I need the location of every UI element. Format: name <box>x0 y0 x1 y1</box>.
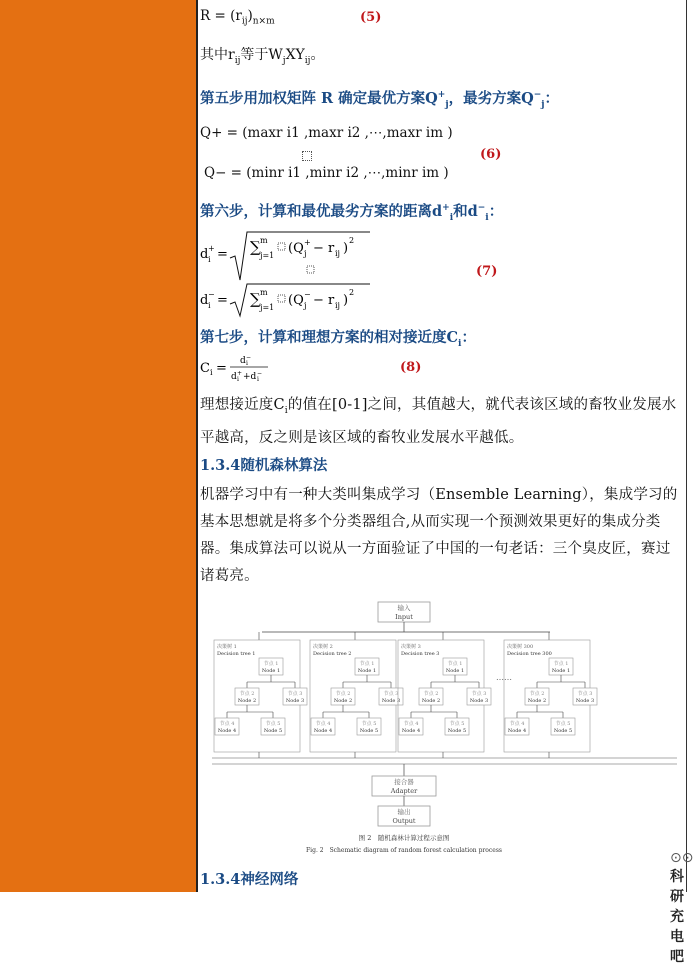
step5-end: ： <box>544 90 560 107</box>
tree-label-cn: 决策树 2 <box>313 644 333 650</box>
svg-text:j=1: j=1 <box>260 251 275 260</box>
sidebar-divider <box>196 0 198 892</box>
tree-label-en: Decision tree 3 <box>401 651 440 657</box>
svg-text:): ) <box>343 241 349 256</box>
node-label-en: Node 2 <box>333 698 353 704</box>
svg-text:∑: ∑ <box>250 290 261 308</box>
where-sub2: j <box>282 55 286 66</box>
node-label-en: Node 3 <box>285 698 305 704</box>
tree-label-en: Decision tree 300 <box>507 651 552 657</box>
equation-8-number: (8) <box>400 360 422 375</box>
node-label-cn: 节点 4 <box>509 721 525 727</box>
svg-text:d: d <box>200 293 209 308</box>
eq5-rhs: (r <box>230 8 242 24</box>
node-label-cn: 节点 5 <box>449 721 465 727</box>
svg-text:−: − <box>246 354 252 361</box>
svg-text:C: C <box>200 361 210 376</box>
equation-7-number: (7) <box>476 264 498 279</box>
svg-text:i: i <box>208 301 211 310</box>
node-label-en: Node 4 <box>401 728 421 734</box>
node-label-en: Node 1 <box>261 668 281 674</box>
equation-5 <box>200 8 275 27</box>
svg-text:−: − <box>257 370 263 377</box>
node-label-en: Node 1 <box>445 668 465 674</box>
step5-text: 第五步用加权矩阵 R 确定最优方案Q <box>200 90 438 107</box>
node-label-en: Node 2 <box>237 698 257 704</box>
node-label-cn: 节点 4 <box>315 721 331 727</box>
node-label-cn: 节点 1 <box>553 661 569 667</box>
figure-caption-en: Fig. 2 Schematic diagram of random forest calculation process <box>306 847 502 854</box>
svg-text:2: 2 <box>349 236 355 245</box>
step6-end: ： <box>488 203 504 220</box>
where-mid2: XY <box>285 47 305 63</box>
svg-text:+: + <box>237 370 243 377</box>
where-line <box>200 44 324 66</box>
input-cn: 输入 <box>397 604 411 612</box>
svg-text:−: − <box>208 290 215 299</box>
equation-6b: Q− = (minr i1 ,minr i2 ,⋯,minr im ) <box>204 165 449 181</box>
svg-text:− r: − r <box>313 293 335 308</box>
svg-text:i: i <box>208 255 211 264</box>
node-label-cn: 节点 5 <box>555 721 571 727</box>
node-label-en: Node 1 <box>551 668 571 674</box>
adapter-cn: 接合器 <box>394 778 414 786</box>
watermark <box>670 850 693 966</box>
node-label-en: Node 3 <box>469 698 489 704</box>
tree-label-cn: 决策树 300 <box>507 644 534 650</box>
node-label-cn: 节点 1 <box>263 661 279 667</box>
node-label-en: Node 3 <box>575 698 595 704</box>
node-label-cn: 节点 2 <box>239 691 255 697</box>
section-heading-random-forest: 1.3.4随机森林算法 <box>200 457 328 474</box>
watermark-text: 科研充电吧 <box>670 869 684 965</box>
svg-text:2: 2 <box>349 288 355 297</box>
svg-text:=: = <box>217 293 228 308</box>
output-en: Output <box>392 817 416 825</box>
paragraph-closeness <box>200 392 684 452</box>
node-label-en: Node 5 <box>359 728 379 734</box>
node-label-cn: 节点 4 <box>219 721 235 727</box>
step6-heading <box>200 200 503 223</box>
node-label-en: Node 4 <box>217 728 237 734</box>
para1-rest: 的值在[0-1]之间，其值越大，就代表该区域的畜牧业发展水平越高，反之则是该区域的畜牧业发展水平越低。 <box>200 397 677 446</box>
step7-end: ： <box>461 329 476 346</box>
svg-text:−: − <box>304 290 311 299</box>
svg-text:m: m <box>260 288 268 297</box>
node-label-en: Node 5 <box>447 728 467 734</box>
step6-sub2: i <box>485 212 489 223</box>
svg-text:(Q: (Q <box>288 241 304 256</box>
equation-7 <box>200 228 400 318</box>
svg-text:d: d <box>240 356 246 366</box>
paragraph-ensemble: 机器学习中有一种大类叫集成学习（Ensemble Learning），集成学习的基本思想就是将多个分类器组合,从而实现一个预测效果更好的集成分类器。集成算法可以说从一方面验证了中国的一句老话：三个臭皮匠，赛过诸葛亮。 <box>200 487 678 584</box>
placeholder-box-icon <box>300 148 314 164</box>
tree-label-cn: 决策树 1 <box>217 644 237 650</box>
tree-label-cn: 决策树 3 <box>401 644 421 650</box>
random-forest-diagram <box>212 600 677 860</box>
node-label-cn: 节点 3 <box>577 691 593 697</box>
node-label-en: Node 2 <box>421 698 441 704</box>
svg-text:m: m <box>260 236 268 245</box>
article-content <box>200 0 693 965</box>
where-sub3: ij <box>304 55 311 66</box>
eq5-sub: ij <box>241 16 248 27</box>
step5-sup1: + <box>437 90 446 101</box>
svg-text:∑: ∑ <box>250 238 261 256</box>
step6-sup1: + <box>442 203 450 214</box>
tree-label-en: Decision tree 1 <box>217 651 256 657</box>
step7-text: 第七步，计算和理想方案的相对接近度C <box>200 329 459 346</box>
node-label-en: Node 3 <box>381 698 401 704</box>
svg-text:+: + <box>304 238 311 247</box>
svg-text:ij: ij <box>335 301 341 310</box>
step7-sub: i <box>458 338 462 349</box>
where-mid: 等于W <box>240 47 283 63</box>
node-label-cn: 节点 3 <box>471 691 487 697</box>
node-label-cn: 节点 2 <box>423 691 439 697</box>
svg-text:=: = <box>217 247 228 262</box>
equation-8 <box>200 352 320 386</box>
svg-text:j: j <box>304 301 307 310</box>
where-pre: 其中r <box>200 47 235 63</box>
svg-text:d: d <box>200 247 209 262</box>
step6-sub1: i <box>449 212 454 223</box>
step5-sub2: j <box>541 99 545 110</box>
left-sidebar <box>0 0 196 892</box>
step5-mid: ，最劣方案Q <box>448 90 534 107</box>
output-cn: 输出 <box>397 808 411 816</box>
svg-text:j: j <box>304 249 307 258</box>
para1-sub: i <box>284 405 288 416</box>
node-label-cn: 节点 1 <box>447 661 463 667</box>
node-label-cn: 节点 5 <box>265 721 281 727</box>
step5-sub1: j <box>445 99 449 110</box>
node-label-cn: 节点 1 <box>359 661 375 667</box>
node-label-cn: 节点 4 <box>403 721 419 727</box>
node-label-en: Node 4 <box>507 728 527 734</box>
node-label-cn: 节点 3 <box>287 691 303 697</box>
step6-mid: 和d <box>453 203 478 220</box>
equation-5-number: (5) <box>360 10 382 25</box>
wechat-icon: ⊙⊙ <box>670 850 693 866</box>
adapter-en: Adapter <box>390 787 418 795</box>
svg-text:d: d <box>231 372 237 382</box>
eq5-sub2: n×m <box>252 16 275 27</box>
svg-text:+d: +d <box>243 372 257 382</box>
equation-6-number: (6) <box>480 147 502 162</box>
section-heading-neural-network: 1.3.4神经网络 <box>200 871 299 888</box>
svg-text:i: i <box>257 376 259 383</box>
input-en: Input <box>395 613 413 621</box>
eq5-lhs: R = <box>200 8 226 24</box>
node-label-en: Node 5 <box>553 728 573 734</box>
right-border <box>686 0 687 892</box>
svg-text:(Q: (Q <box>288 293 304 308</box>
node-label-cn: 节点 2 <box>335 691 351 697</box>
step6-sup2: − <box>477 203 486 214</box>
node-label-en: Node 5 <box>263 728 283 734</box>
node-label-en: Node 1 <box>357 668 377 674</box>
node-label-en: Node 2 <box>527 698 547 704</box>
step7-heading <box>200 326 476 349</box>
node-label-en: Node 4 <box>313 728 333 734</box>
step5-sup2: − <box>533 90 542 101</box>
equation-6a: Q+ = (maxr i1 ,maxr i2 ,⋯,maxr im ) <box>200 125 453 141</box>
svg-text:ij: ij <box>335 249 341 258</box>
node-label-cn: 节点 2 <box>529 691 545 697</box>
svg-text:+: + <box>208 244 215 253</box>
ellipsis: …… <box>496 673 512 682</box>
eq5-tail: ) <box>247 8 253 24</box>
svg-text:): ) <box>343 293 349 308</box>
node-label-cn: 节点 3 <box>383 691 399 697</box>
where-end: 。 <box>310 47 325 63</box>
step6-text: 第六步，计算和最优最劣方案的距离d <box>200 203 443 220</box>
svg-text:i: i <box>210 368 213 377</box>
svg-text:=: = <box>216 361 227 376</box>
svg-text:j=1: j=1 <box>260 303 275 312</box>
svg-text:i: i <box>246 360 248 367</box>
para1-pre: 理想接近度C <box>200 397 285 413</box>
node-label-cn: 节点 5 <box>361 721 377 727</box>
figure-caption-cn: 图 2 随机森林计算过程示意图 <box>358 834 450 842</box>
where-sub1: ij <box>234 55 241 66</box>
tree-label-en: Decision tree 2 <box>313 651 352 657</box>
step5-heading <box>200 87 559 110</box>
svg-text:− r: − r <box>313 241 335 256</box>
svg-text:i: i <box>237 376 239 383</box>
